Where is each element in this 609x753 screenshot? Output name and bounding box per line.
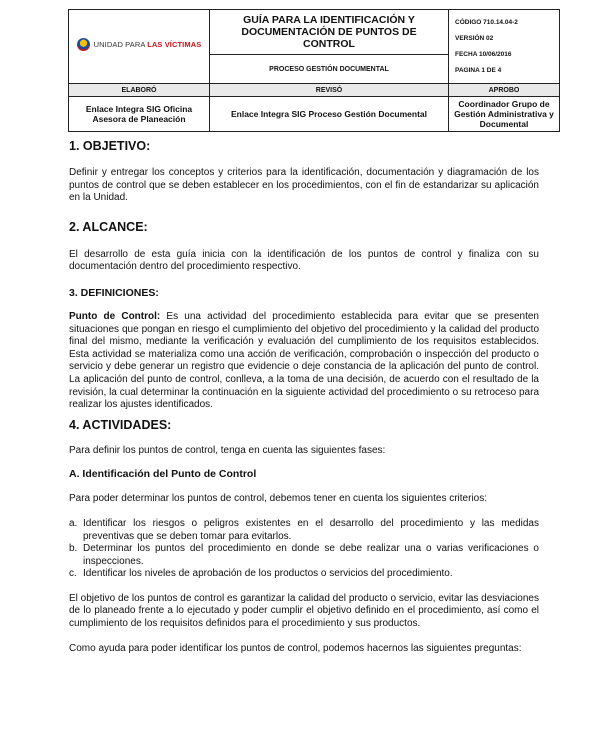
role-elaboro: ELABORÓ xyxy=(69,84,210,97)
criteria-marker: a. xyxy=(69,517,78,529)
criteria-list xyxy=(69,518,539,581)
logo-text-line1: UNIDAD PARA xyxy=(93,39,146,49)
document-metadata xyxy=(449,10,560,84)
criteria-item xyxy=(69,518,539,543)
document-page-number: PAGINA 1 DE 4 xyxy=(455,66,502,74)
criteria-item xyxy=(69,568,539,581)
section-heading-actividades: 4. ACTIVIDADES: xyxy=(69,417,172,432)
section-heading-definiciones: 3. DEFINICIONES: xyxy=(69,286,159,299)
criteria-intro: Para poder determinar los puntos de control, debemos tener en cuenta los siguientes criterios: xyxy=(69,493,488,505)
elaboro-person: Enlace Integra SIG Oficina Asesora de Planeación xyxy=(69,97,210,132)
aprobo-person: Coordinador Grupo de Gestión Administrativa y Documental xyxy=(449,97,560,132)
reviso-person: Enlace Integra SIG Proceso Gestión Documental xyxy=(210,97,449,132)
criteria-marker: c. xyxy=(69,568,77,580)
subheading-identificacion: A. Identificación del Punto de Control xyxy=(69,468,257,481)
criteria-item xyxy=(69,543,539,568)
document-code: CÓDIGO 710.14.04-2 xyxy=(455,18,518,26)
criteria-text: Identificar los niveles de aprobación de los productos o servicios del procedimiento. xyxy=(83,568,453,580)
document-header-table xyxy=(68,9,560,132)
definition-term: Punto de Control: xyxy=(69,310,161,322)
roles-row xyxy=(69,84,560,97)
logo-cell xyxy=(69,10,210,84)
criteria-text: Determinar los puntos del procedimiento en donde se debe realizar una o varias verificaciones o inspecciones. xyxy=(83,543,539,567)
role-aprobo: APROBO xyxy=(449,84,560,97)
questions-intro: Como ayuda para poder identificar los puntos de control, podemos hacernos las siguientes preguntas: xyxy=(69,642,522,654)
objetivo-text: Definir y entregar los conceptos y criterios para la identificación, documentación y diagramación de los puntos de control que se deben establecer en los procedimientos, con el fin de estandarizar su aplicación en la Unidad. xyxy=(69,167,539,204)
definition-text: Es una actividad del procedimiento establecida para evitar que se presenten situaciones que pongan en riesgo el cumplimiento del objetivo del procedimiento y la calidad del producto final del mismo, mediante la verificación y evaluación del cumplimiento de los requisitos establecidos. Esta actividad se materializa como una acción de verificación, comprobación o inspección del producto o servicio y debe generar un registro que evidencie o deje constancia de la aplicación del punto de control. La aplicación del punto de control, conlleva, a la toma de una decisión, de acuerdo con el resultado de la revisión, la cual determinar la continuación en la siguiente actividad del procedimiento o su retroceso para realizar los ajustes identificados. xyxy=(69,310,539,411)
document-body xyxy=(69,138,539,655)
document-title: GUÍA PARA LA IDENTIFICACIÓN Y DOCUMENTACIÓN DE PUNTOS DE CONTROL xyxy=(210,10,449,55)
process-name: PROCESO GESTIÓN DOCUMENTAL xyxy=(210,55,449,84)
logo-text-line2: LAS VÍCTIMAS xyxy=(147,39,202,49)
alcance-text: El desarrollo de esta guía inicia con la identificación de los puntos de control y finaliza con su documentación dentro del procedimiento respectivo. xyxy=(69,248,539,273)
definicion-punto-control xyxy=(69,311,539,412)
criteria-marker: b. xyxy=(69,543,78,555)
colombia-seal-icon xyxy=(77,38,90,51)
criteria-text: Identificar los riesgos o peligros existentes en el desarrollo del procedimiento y las medidas preventivas que se deben tomar para evitarlos. xyxy=(83,517,539,542)
people-row xyxy=(69,97,560,132)
section-heading-objetivo: 1. OBJETIVO: xyxy=(69,139,151,153)
unidad-victimas-logo xyxy=(77,38,202,51)
document-version: VERSIÓN 02 xyxy=(455,34,494,42)
actividades-intro: Para definir los puntos de control, tenga en cuenta las siguientes fases: xyxy=(69,444,386,456)
role-reviso: REVISÓ xyxy=(210,84,449,97)
objective-paragraph: El objetivo de los puntos de control es garantizar la calidad del producto o servicio, evitar las desviaciones de lo planeado frente a lo ejecutado y poder cumplir el objetivo definido en el procedimiento, así como el cumplimiento de los requisitos definidos para el procedimiento y sus productos. xyxy=(69,592,539,630)
section-heading-alcance: 2. ALCANCE: xyxy=(69,219,148,234)
document-date: FECHA 10/06/2016 xyxy=(455,50,512,58)
